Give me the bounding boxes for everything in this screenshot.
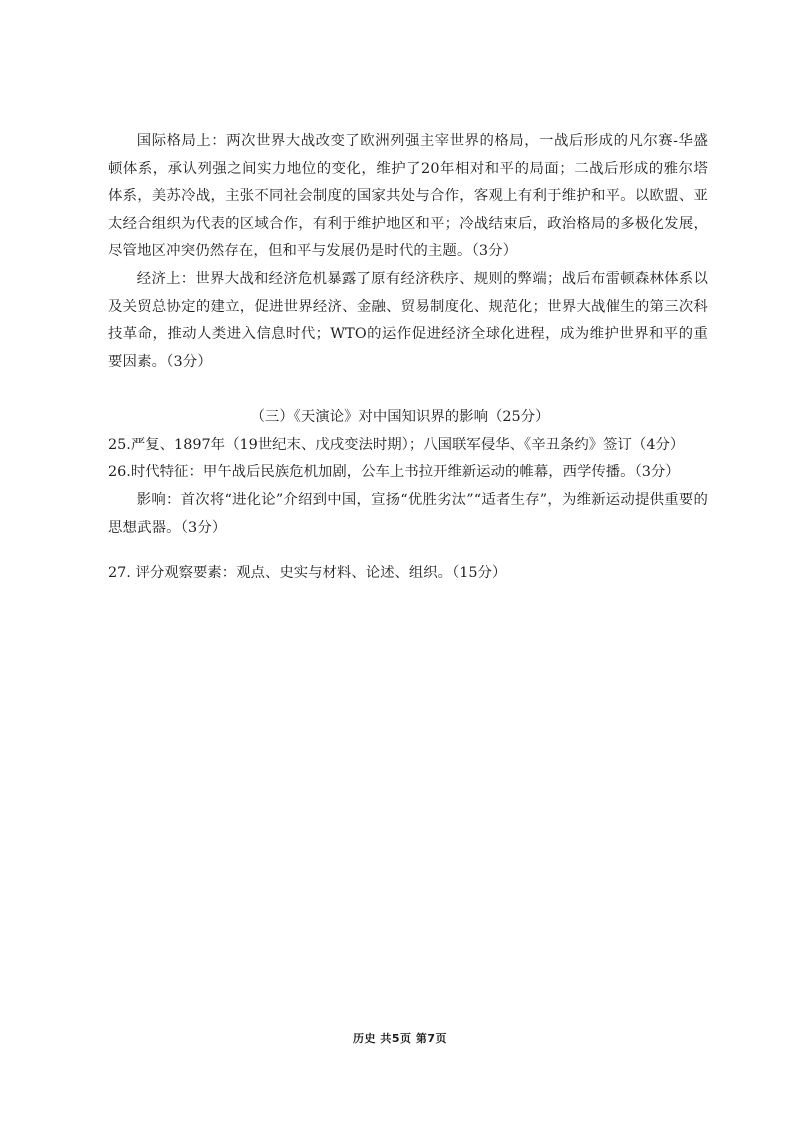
page-footer: 历史 共5页 第7页 (353, 1032, 447, 1045)
paragraph-international-pattern: 国际格局上：两次世界大战改变了欧洲列强主宰世界的格局，一战后形成的凡尔赛-华盛顿体系，承认列强之间实力地位的变化，维护了20年相对和平的局面；二战后形成的雅尔塔体系，美苏冷战，主张不同社会制度的国家共处与合作，客观上有利于维护和平。以欧盟、亚太经合组织为代表的区域合作，有利于维护地区和平；冷战结束后，政治格局的多极化发展，尽管地区冲突仍然存在，但和平与发展仍是时代的主题。（3分） (108, 133, 708, 259)
answer-27: 27. 评分观察要素：观点、史实与材料、论述、组织。（15分） (108, 565, 507, 581)
answer-25: 25.严复、1897年（19世纪末、戊戌变法时期）；八国联军侵华、《辛丑条约》签订（4分） (108, 437, 685, 453)
answer-26: 26.时代特征：甲午战后民族危机加剧，公车上书拉开维新运动的帷幕，西学传播。（3分） (108, 464, 680, 480)
paragraph-economy: 经济上：世界大战和经济危机暴露了原有经济秩序、规则的弊端；战后布雷顿森林体系以及关贸总协定的建立，促进世界经济、金融、贸易制度化、规范化；世界大战催生的第三次科技革命，推动人类进入信息时代；WTO的运作促进经济全球化进程，成为维护世界和平的重要因素。（3分） (108, 271, 708, 370)
answer-26-impact: 影响：首次将“进化论”介绍到中国，宣扬“优胜劣汰”“适者生存”，为维新运动提供重要的思想武器。（3分） (108, 492, 708, 536)
section-title: （三）《天演论》对中国知识界的影响（25分） (250, 409, 550, 425)
